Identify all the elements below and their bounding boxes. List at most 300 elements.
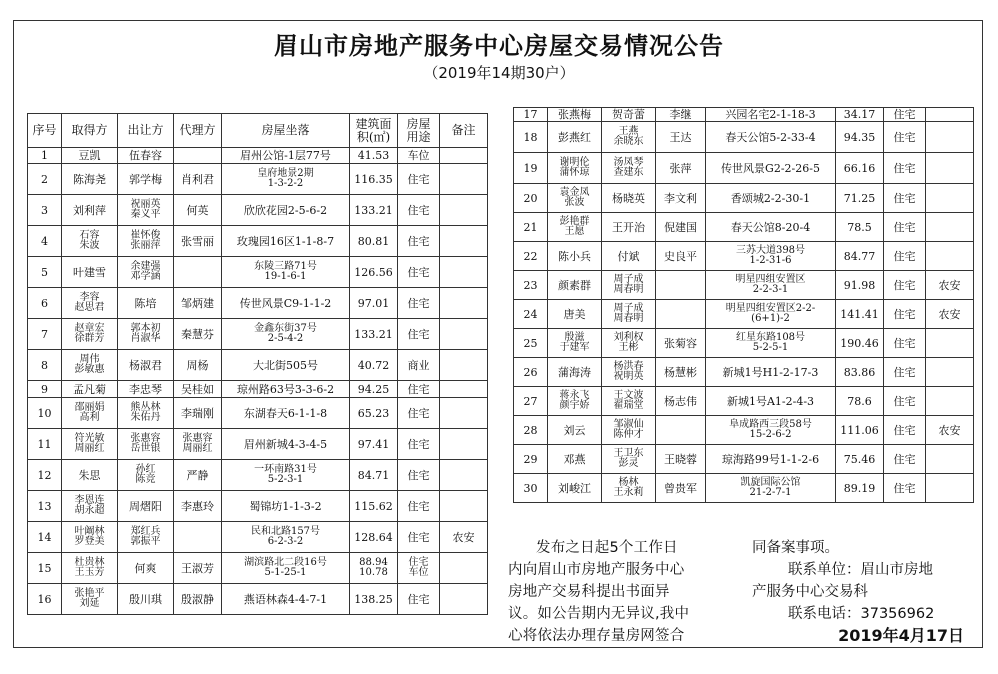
table-cell [706,358,836,387]
cell-text: 谢明伦 蒲怀琼 [559,157,590,178]
table-cell [174,429,222,460]
table-cell [62,195,118,226]
table-cell [836,416,884,445]
table-cell [884,387,926,416]
table-cell [514,329,548,358]
cell-text: 孟凡菊 [73,382,106,396]
table-cell [118,429,174,460]
cell-text: 97.01 [357,296,390,310]
table-cell [602,271,656,300]
table-cell [398,381,440,398]
column-header-label: 房屋坐落 [261,123,310,137]
cell-text: 94.25 [357,382,390,396]
contact-block [752,537,980,647]
table-cell [884,122,926,153]
notice-continuation: 同备案事项。 [752,540,839,556]
table-cell [602,153,656,184]
table-cell [398,195,440,226]
cell-text: 张燕梅 [558,108,591,121]
cell-text: 伍春容 [129,149,162,162]
cell-text: 三苏大道398号 1-2-31-6 [735,245,806,266]
table-cell [884,184,926,213]
table-cell [548,153,602,184]
cell-text: 熊丛林 朱佑丹 [130,402,161,423]
cell-text: 王淑芳 [181,561,214,575]
cell-text: 阜成路西三段58号 15-2-6-2 [729,419,812,440]
cell-text: 李文利 [664,191,697,205]
table-row [28,522,488,553]
cell-text: 何英 [186,203,209,217]
table-cell [440,381,488,398]
table-cell [926,153,974,184]
cell-text: 88.94 10.78 [359,557,388,578]
table-cell [28,226,62,257]
table-cell [884,271,926,300]
cell-text: 41.53 [357,149,390,162]
cell-text: 40.72 [357,358,390,372]
table-cell [118,381,174,398]
cell-text: 141.41 [840,307,879,321]
cell-text: 唐美 [563,307,586,321]
table-cell [398,491,440,522]
table-cell [118,584,174,615]
cell-text: 春天公馆5-2-33-4 [725,130,816,144]
table-cell [514,242,548,271]
cell-text: 27 [523,394,538,408]
table-cell [884,242,926,271]
table-cell [884,153,926,184]
table-cell [656,122,706,153]
cell-text: 石容 朱波 [79,230,100,251]
notice-line: 房地产交易科提出书面异 [508,584,670,600]
cell-text: 66.16 [843,161,876,175]
table-cell [28,522,62,553]
table-cell [174,522,222,553]
cell-text: 邵丽娟 高利 [74,402,105,423]
table-cell [350,398,398,429]
cell-text: 符光敏 周丽红 [74,433,105,454]
table-row [28,429,488,460]
cell-text: 眉州公馆-1层77号 [240,149,331,162]
table-cell [514,358,548,387]
table-cell [706,445,836,474]
cell-text: 皇府地景2期 1-3-2-2 [257,168,314,189]
cell-text: 明星四组安置区2-2- (6+1)-2 [725,303,816,324]
table-cell [440,429,488,460]
table-cell [926,387,974,416]
cell-text: 133.21 [354,203,393,217]
cell-text: 住宅 [893,220,916,234]
table-cell [548,271,602,300]
cell-text: 住宅 [893,191,916,205]
table-cell [656,445,706,474]
table-cell [222,460,350,491]
table-cell [884,108,926,122]
table-cell [222,553,350,584]
table-row [28,398,488,429]
table-cell [836,358,884,387]
table-cell [602,358,656,387]
cell-text: 付斌 [617,249,640,263]
cell-text: 吴桂如 [181,382,214,396]
cell-text: 6 [41,296,48,310]
cell-text: 李瑞刚 [181,406,214,420]
cell-text: 78.5 [847,220,872,234]
table-cell [548,387,602,416]
table-cell [118,398,174,429]
cell-text: 肖利君 [181,172,214,186]
table-cell [440,288,488,319]
cell-text: 24 [523,307,538,321]
table-cell [222,148,350,164]
table-cell [440,195,488,226]
table-cell [706,300,836,329]
cell-text: 7 [41,327,48,341]
table-cell [602,184,656,213]
cell-text: 曾贵军 [664,481,697,495]
table-cell [656,416,706,445]
table-cell [440,148,488,164]
table-cell [514,445,548,474]
cell-text: 贺奇蕾 [612,108,645,121]
cell-text: 住宅 [407,382,430,396]
cell-text: 朱思 [78,468,101,482]
table-cell [398,460,440,491]
cell-text: 刘利萍 [73,203,106,217]
cell-text: 叶阚林 罗登美 [74,526,105,547]
cell-text: 李惠玲 [181,499,214,513]
table-cell [656,242,706,271]
table-cell [118,148,174,164]
table-cell [706,474,836,503]
cell-text: 住宅 [407,406,430,420]
cell-text: 兴园名宅2-1-18-3 [725,108,816,121]
cell-text: 李容 赵思君 [74,292,105,313]
table-cell [602,108,656,122]
cell-text: 杜贵林 王玉芳 [74,557,105,578]
table-cell [28,429,62,460]
table-cell [398,398,440,429]
table-cell [174,398,222,429]
table-cell [440,319,488,350]
cell-text: 住宅 [893,249,916,263]
cell-text: 张菊容 [664,336,697,350]
cell-text: 倪建国 [664,220,697,234]
cell-text: 97.41 [357,437,390,451]
table-row [28,460,488,491]
table-row [28,195,488,226]
table-cell [398,164,440,195]
table-cell [28,553,62,584]
table-cell [440,350,488,381]
table-cell [706,184,836,213]
cell-text: 23 [523,278,538,292]
cell-text: 刘利权 王彬 [613,332,644,353]
column-header [118,114,174,148]
table-cell [548,122,602,153]
table-cell [28,319,62,350]
cell-text: 李忠琴 [129,382,162,396]
cell-text: 78.6 [847,394,872,408]
table-row [514,445,974,474]
cell-text: 89.19 [843,481,876,495]
table-cell [62,288,118,319]
table-cell [656,358,706,387]
table-cell [174,226,222,257]
cell-text: 80.81 [357,234,390,248]
cell-text: 住宅 [407,499,430,513]
cell-text: 19 [523,161,538,175]
cell-text: 新城1号A1-2-4-3 [726,394,815,408]
table-body-left [28,148,488,615]
table-row [514,184,974,213]
table-row [28,584,488,615]
table-cell [706,242,836,271]
table-cell [118,288,174,319]
table-header-row [28,114,488,148]
table-cell [222,319,350,350]
cell-text: 琼海路99号1-1-2-6 [721,452,820,466]
cell-text: 22 [523,249,538,263]
table-cell [440,584,488,615]
table-cell [836,122,884,153]
table-cell [62,381,118,398]
table-cell [398,288,440,319]
cell-text: 殷滋 于建军 [559,332,590,353]
table-cell [884,445,926,474]
cell-text: 农安 [452,530,475,544]
cell-text: 83.86 [843,365,876,379]
cell-text: 住宅 [407,203,430,217]
table-cell [656,108,706,122]
cell-text: 民和北路157号 6-2-3-2 [250,526,321,547]
table-cell [174,148,222,164]
cell-text: 住宅 [407,296,430,310]
table-cell [174,553,222,584]
cell-text: 东湖春天6-1-1-8 [243,406,328,420]
table-cell [350,288,398,319]
cell-text: 住宅 [893,481,916,495]
cell-text: 住宅 [893,307,916,321]
table-cell [118,553,174,584]
table-cell [836,184,884,213]
cell-text: 大北街505号 [253,358,318,372]
cell-text: 邹淑仙 陈仲才 [613,419,644,440]
column-header-label: 出让方 [127,123,164,137]
table-cell [222,522,350,553]
column-header-label: 代理方 [179,123,216,137]
column-header [222,114,350,148]
table-row [514,242,974,271]
cell-text: 住宅 [893,394,916,408]
cell-text: 126.56 [354,265,393,279]
table-cell [706,387,836,416]
table-cell [514,416,548,445]
cell-text: 住宅 [893,336,916,350]
table-cell [62,522,118,553]
cell-text: 住宅 [407,530,430,544]
table-cell [62,148,118,164]
transaction-table-right [513,107,974,503]
cell-text: 王卫东 彭灵 [613,448,644,469]
cell-text: 王文波 翟瑞堂 [613,390,644,411]
table-cell [926,416,974,445]
cell-text: 李继 [669,108,692,121]
table-cell [440,226,488,257]
table-row [514,474,974,503]
cell-text: 张萍 [669,161,692,175]
table-cell [28,381,62,398]
table-cell [548,242,602,271]
cell-text: 21 [523,220,538,234]
cell-text: 东陵三路71号 19-1-6-1 [254,261,317,282]
table-cell [836,445,884,474]
table-cell [174,350,222,381]
table-cell [926,358,974,387]
table-cell [656,213,706,242]
cell-text: 张艳平 刘延 [74,588,105,609]
cell-text: 郭本初 肖淑华 [130,323,161,344]
cell-text: 75.46 [843,452,876,466]
table-cell [398,584,440,615]
table-cell [548,184,602,213]
table-cell [28,350,62,381]
table-cell [398,148,440,164]
cell-text: 周伟 彭敏惠 [74,354,105,375]
cell-text: 眉州新城4-3-4-5 [243,437,328,451]
cell-text: 蒲海涛 [558,365,591,379]
table-cell [350,584,398,615]
table-cell [62,491,118,522]
cell-text: 65.23 [357,406,390,420]
cell-text: 杨慧彬 [664,365,697,379]
contact-unit: 联系单位：眉山市房地 [788,562,933,578]
table-cell [836,474,884,503]
cell-text: 111.06 [840,423,879,437]
table-cell [548,474,602,503]
table-cell [836,153,884,184]
cell-text: 汤凤琴 查建东 [613,157,644,178]
table-row [28,257,488,288]
table-cell [440,398,488,429]
cell-text: 住宅 [893,365,916,379]
cell-text: 秦慧芬 [181,327,214,341]
column-header-label: 备注 [451,123,476,137]
cell-text: 商业 [407,358,430,372]
table-cell [440,553,488,584]
cell-text: 蜀锦坊1-1-3-2 [249,499,322,513]
table-cell [118,164,174,195]
cell-text: 94.35 [843,130,876,144]
cell-text: 叶建雪 [73,265,106,279]
table-cell [926,300,974,329]
cell-text: 邓燕 [563,452,586,466]
table-cell [514,184,548,213]
table-row [514,122,974,153]
transaction-table-left [27,113,488,615]
table-body-right [514,108,974,503]
cell-text: 彭燕红 [558,130,591,144]
cell-text: 何爽 [134,561,157,575]
table-row [514,108,974,122]
table-cell [222,226,350,257]
table-row [28,148,488,164]
table-cell [28,195,62,226]
table-cell [62,226,118,257]
column-header-label: 取得方 [71,123,108,137]
cell-text: 10 [37,406,52,420]
table-cell [118,257,174,288]
table-cell [28,257,62,288]
table-cell [548,213,602,242]
table-cell [602,213,656,242]
table-cell [548,358,602,387]
cell-text: 豆凯 [78,149,101,162]
table-cell [62,553,118,584]
table-cell [28,148,62,164]
cell-text: 彭艳群 王愿 [559,216,590,237]
table-cell [350,350,398,381]
cell-text: 住宅 [893,161,916,175]
cell-text: 红星东路108号 5-2-5-1 [735,332,806,353]
cell-text: 住宅 [407,592,430,606]
notice-date: 2019年4月17日 [838,626,964,645]
table-cell [62,460,118,491]
cell-text: 29 [523,452,538,466]
cell-text: 28 [523,423,538,437]
table-cell [28,491,62,522]
notice-line: 发布之日起5个工作日 [536,540,678,556]
table-cell [28,288,62,319]
cell-text: 住宅 [407,437,430,451]
table-cell [884,416,926,445]
contact-unit-cont: 产服务中心交易科 [752,584,868,600]
table-cell [926,271,974,300]
cell-text: 农安 [938,307,961,321]
cell-text: 20 [523,191,538,205]
table-cell [548,329,602,358]
table-cell [656,300,706,329]
table-cell [926,242,974,271]
table-cell [514,153,548,184]
table-cell [174,584,222,615]
cell-text: 玫瑰园16区1-1-8-7 [236,234,335,248]
table-cell [656,387,706,416]
table-cell [118,226,174,257]
cell-text: 张惠容 岳世银 [130,433,161,454]
table-cell [514,122,548,153]
table-cell [398,319,440,350]
table-cell [350,381,398,398]
table-cell [884,474,926,503]
cell-text: 2 [41,172,48,186]
table-cell [440,257,488,288]
table-cell [118,460,174,491]
objection-notice [508,537,738,647]
cell-text: 71.25 [843,191,876,205]
cell-text: 杨淑君 [129,358,162,372]
table-cell [222,350,350,381]
table-cell [398,257,440,288]
cell-text: 孙红 陈竞 [135,464,156,485]
table-cell [656,474,706,503]
cell-text: 16 [37,592,52,606]
table-cell [118,491,174,522]
table-cell [548,108,602,122]
table-cell [350,148,398,164]
table-cell [602,122,656,153]
notice-line: 内向眉山市房地产服务中心 [508,562,685,578]
